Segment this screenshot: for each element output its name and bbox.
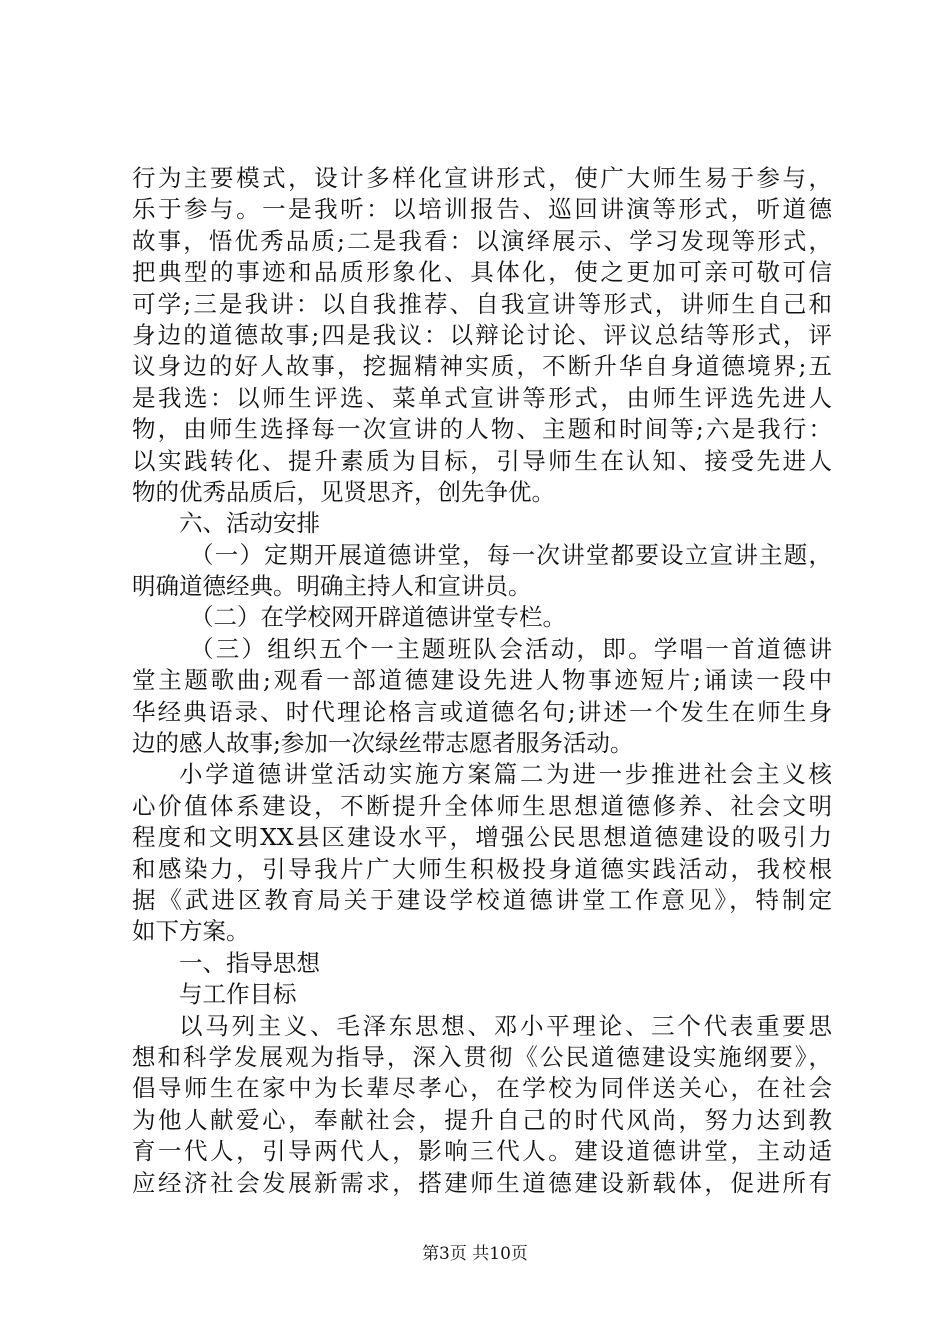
text-line: （三）组织五个一主题班队会活动，即。学唱一首道德讲 [190, 634, 832, 663]
text-line: 明确道德经典。明确主持人和宣讲员。 [132, 572, 532, 601]
text-line: 小学道德讲堂活动实施方案篇二为进一步推进社会主义核 [179, 760, 832, 789]
text-line: 身边的道德故事;四是我议：以辩论讨论、评议总结等形式，评 [132, 320, 832, 349]
text-line: 物的优秀品质后，见贤思齐，创先争优。 [132, 477, 555, 506]
body-text [132, 163, 832, 1199]
text-line: 如下方案。 [132, 917, 250, 946]
text-line: 以马列主义、毛泽东思想、邓小平理论、三个代表重要思 [179, 1011, 832, 1040]
text-line: 行为主要模式，设计多样化宣讲形式，使广大师生易于参与， [132, 164, 832, 192]
text-line: 华经典语录、时代理论格言或道德名句;讲述一个发生在师生身 [132, 697, 832, 726]
text-line: 故事，悟优秀品质;二是我看：以演绎展示、学习发现等形式， [132, 226, 832, 255]
text-line: 可学;三是我讲：以自我推荐、自我宣讲等形式，讲师生自己和 [132, 289, 832, 318]
text-line: 以实践转化、提升素质为目标，引导师生在认知、接受先进人 [132, 446, 832, 475]
text-line: 据《武进区教育局关于建设学校道德讲堂工作意见》，特制定 [132, 885, 832, 914]
text-line: 一、指导思想 [179, 948, 320, 977]
text-line: 是我选：以师生评选、菜单式宣讲等形式，由师生评选先进人 [132, 383, 832, 412]
text-line: 心价值体系建设，不断提升全体师生思想道德修养、社会文明 [132, 791, 832, 820]
text-line: 育一代人，引导两代人，影响三代人。建设道德讲堂，主动适 [132, 1137, 832, 1166]
text-line: 与工作目标 [179, 980, 297, 1009]
text-line: 应经济社会发展新需求，搭建师生道德建设新载体，促进所有 [132, 1168, 832, 1197]
text-line: 想和科学发展观为指导，深入贯彻《公民道德建设实施纲要》， [132, 1042, 832, 1071]
text-line: （二）在学校网开辟道德讲堂专栏。 [190, 603, 566, 632]
text-line: 六、活动安排 [179, 509, 320, 538]
text-line: 乐于参与。一是我听：以培训报告、巡回讲演等形式，听道德 [132, 195, 832, 224]
page-footer: 第3页 共10页 [422, 1244, 528, 1264]
text-line: （一）定期开展道德讲堂，每一次讲堂都要设立宣讲主题， [190, 540, 832, 569]
text-line: 把典型的事迹和品质形象化、具体化，使之更加可亲可敬可信 [132, 258, 832, 287]
text-line: 程度和文明XX县区建设水平，增强公民思想道德建设的吸引力 [132, 823, 832, 852]
text-line: 物，由师生选择每一次宣讲的人物、主题和时间等;六是我行： [132, 415, 832, 444]
text-line: 边的感人故事;参加一次绿丝带志愿者服务活动。 [132, 729, 634, 758]
text-line: 堂主题歌曲;观看一部道德建设先进人物事迹短片;诵读一段中 [132, 666, 832, 695]
text-line: 倡导师生在家中为长辈尽孝心，在学校为同伴送关心，在社会 [132, 1074, 832, 1103]
text-line: 为他人献爱心，奉献社会，提升自己的时代风尚，努力达到教 [132, 1105, 832, 1134]
text-line: 议身边的好人故事，挖掘精神实质，不断升华自身道德境界;五 [132, 352, 832, 381]
text-line: 和感染力，引导我片广大师生积极投身道德实践活动，我校根 [132, 854, 832, 883]
